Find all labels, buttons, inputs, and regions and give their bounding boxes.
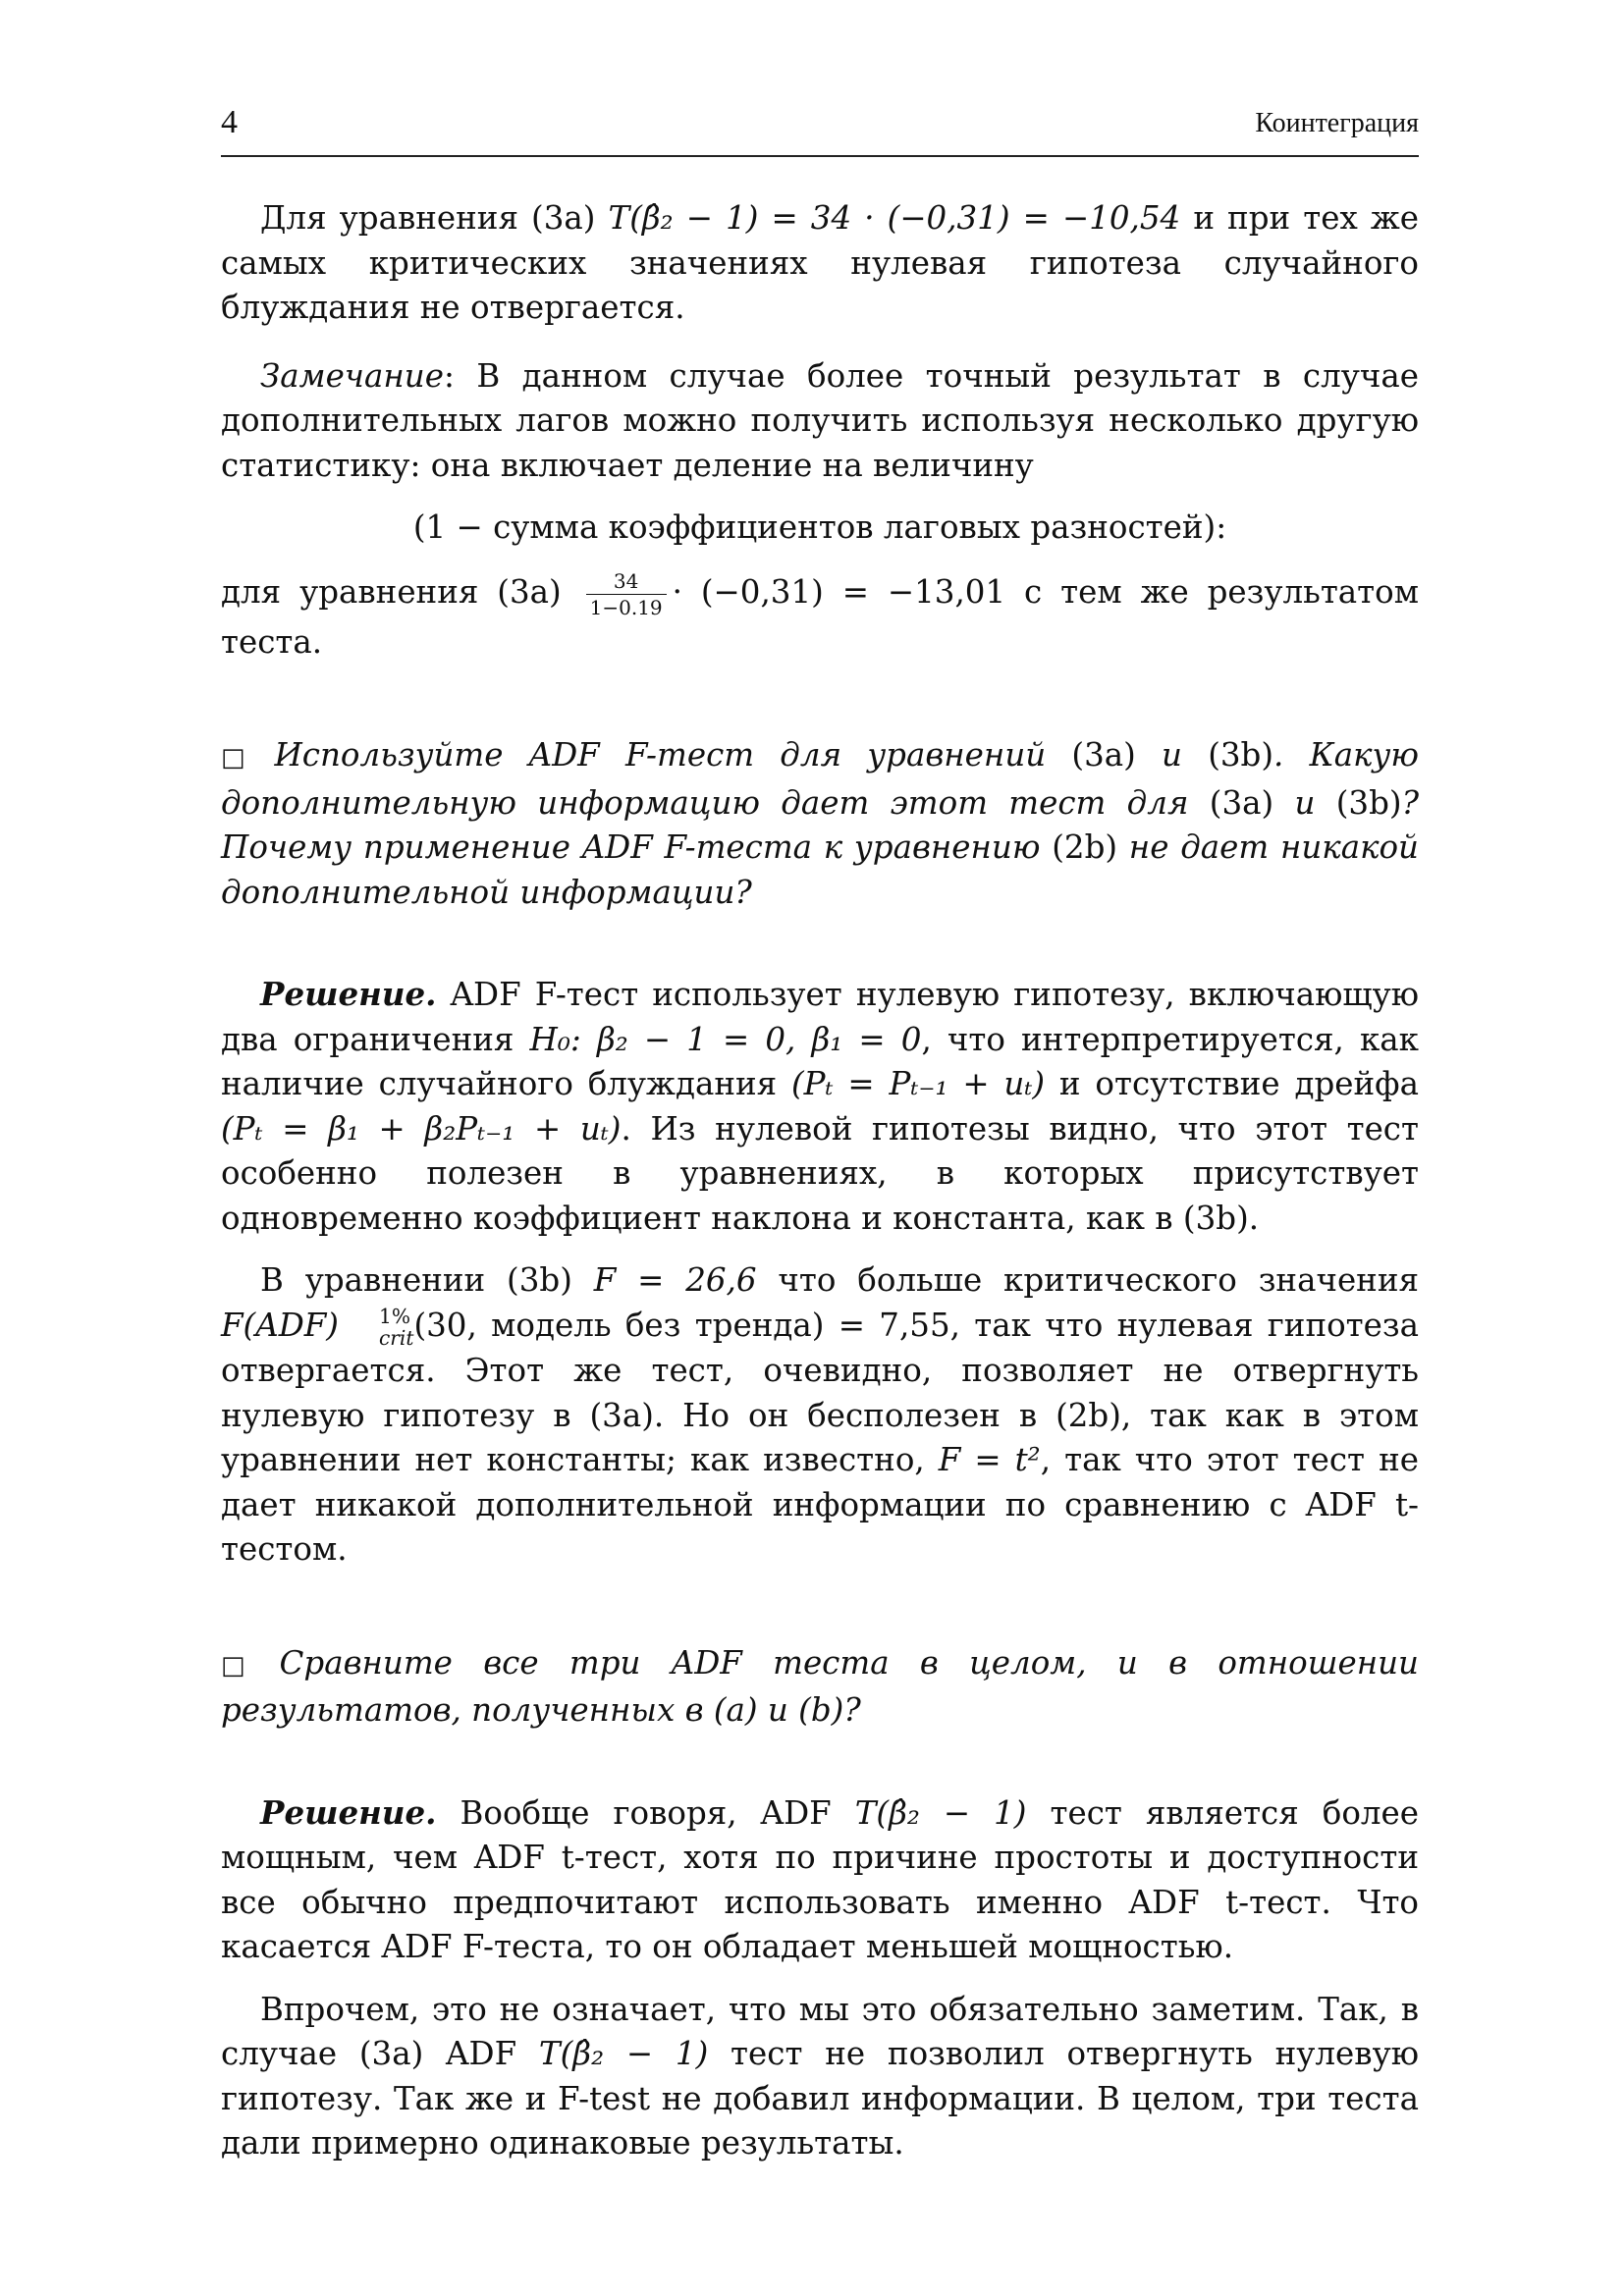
- page-header: [221, 98, 1419, 157]
- question-2: □ Сравните все три ADF теста в целом, и в отношении результатов, полученных в (а) и (b)?: [221, 1643, 1419, 1729]
- remark-label: Замечание: [260, 356, 444, 395]
- formula-t-stat: T(β̂₂ − 1): [854, 1793, 1027, 1832]
- formula-f-adf: F(ADF): [221, 1306, 339, 1344]
- remark-center-line: (1 − сумма коэффициентов лаговых разностей):: [412, 508, 1227, 546]
- remark-result: для уравнения (3а) $\frac{34}{1-0.19}$ · (−0,31) = −13,01 с тем же результатом теста.: [221, 568, 1420, 661]
- formula-t-stat: T(β̂₂ − 1): [538, 2035, 709, 2072]
- formula-critical-value: (30, модель без тренда) = 7,55: [413, 1306, 950, 1344]
- checkbox-icon: □: [221, 743, 261, 773]
- formula-drift: (Pₜ = β₁ + β₂Pₜ₋₁ + uₜ): [221, 1109, 622, 1148]
- solution-1: Решение. ADF F-тест использует нулевую гипотезу, включающую два ограничения H₀: β₂ − 1 = 0, β₁ = 0, что интерпретируется, как наличие случайного блуждания (Pₜ = Pₜ₋₁ + uₜ) и отсутствие дрейфа (Pₜ = β₁ + β₂Pₜ₋₁ + uₜ). Из нулевой гипотезы видно, что этот тест особенно полезен в уравнениях, в которых присутствует одновременно коэффициент наклона и константа, как в (3b).: [221, 975, 1419, 1237]
- paragraph-equation-3a: Для уравнения (3а) T(β̂₂ − 1) = 34 · (−0,31) = −10,54 и при тех же самых критических значениях нулевая гипотеза случайного блуждания не отвергается.: [221, 199, 1419, 326]
- solution-label: Решение.: [260, 1792, 437, 1832]
- formula-f-value: F = 26,6: [593, 1261, 757, 1299]
- solution-2: Решение. Вообще говоря, ADF T(β̂₂ − 1) тест является более мощным, чем ADF t-тест, хотя по причине простоты и доступности все обычно предпочитают использовать именно ADF t-тест. Что касается ADF F-теста, то он обладает меньшей мощностью.: [221, 1792, 1419, 1965]
- formula-adjusted: · (−0,31) = −13,01: [672, 572, 1006, 611]
- running-title: Коинтеграция: [1255, 108, 1419, 138]
- formula-h0: H₀: β₂ − 1 = 0, β₁ = 0: [529, 1020, 922, 1058]
- question-1: □ Используйте ADF F-тест для уравнений (3а) и (3b). Какую дополнительную информацию дает этот тест для (3а) и (3b)? Почему применение ADF F-теста к уравнению (2b) не дает никакой дополнительной информации?: [221, 736, 1420, 911]
- fraction: $\frac{34}{1-0.19}$: [586, 568, 667, 620]
- solution-1-paragraph-2: В уравнении (3b) F = 26,6 что больше критического значения F(ADF) 1% crit (30, модель без тренда) = 7,55, так что нулевая гипотеза отвергается. Этот же тест, очевидно, позволяет не отвергнуть нулевую гипотезу в (3а). Но он бесполезен в (2b), так как в этом уравнении нет константы; как известно, F = t², так что этот тест не дает никакой дополнительной информации по сравнению с ADF t-тестом.: [221, 1261, 1419, 1568]
- remark-paragraph: Замечание: В данном случае более точный результат в случае дополнительных лагов можно получить используя несколько другую статистику: она включает деление на величину: [221, 356, 1419, 484]
- crit-index: 1% crit: [379, 1305, 414, 1350]
- checkbox-icon: □: [221, 1650, 266, 1681]
- formula-t-stat: T(β̂₂ − 1) = 34 · (−0,31) = −10,54: [608, 199, 1181, 237]
- page-body: [221, 196, 1419, 2166]
- formula-random-walk: (Pₜ = Pₜ₋₁ + uₜ): [791, 1065, 1046, 1102]
- solution-label: Решение.: [260, 975, 437, 1013]
- formula-f-t-squared: F = t²: [938, 1441, 1041, 1478]
- page-number: 4: [221, 104, 238, 140]
- solution-2-paragraph-2: Впрочем, это не означает, что мы это обязательно заметим. Так, в случае (3а) ADF T(β̂₂ − 1) тест не позволил отвергнуть нулевую гипотезу. Так же и F-test не добавил информации. В целом, три теста дали примерно одинаковые результаты.: [221, 1990, 1419, 2162]
